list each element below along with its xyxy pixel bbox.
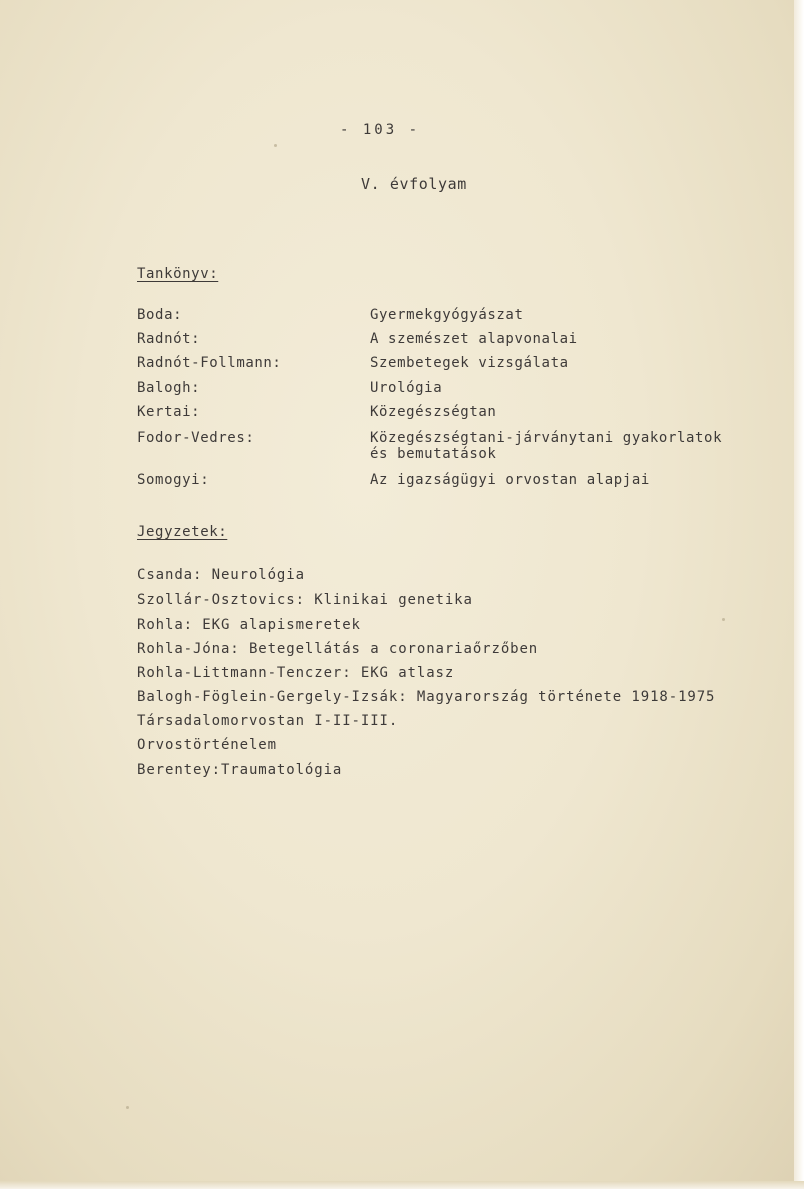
textbook-title-continuation: és bemutatások — [370, 446, 497, 462]
note-item: Rohla-Littmann-Tenczer: EKG atlasz — [137, 665, 455, 681]
note-item: Balogh-Föglein-Gergely-Izsák: Magyarország története 1918-1975 — [137, 689, 716, 705]
textbook-title: Közegészségtan — [370, 404, 497, 420]
note-item: Társadalomorvostan I-II-III. — [137, 713, 399, 729]
paper-speck — [126, 1106, 129, 1109]
textbook-author: Balogh: — [137, 380, 201, 396]
textbook-title: A szemészet alapvonalai — [370, 331, 578, 347]
page-title: V. évfolyam — [361, 175, 467, 193]
page-edge-bottom — [0, 1181, 804, 1189]
textbook-title: Urológia — [370, 380, 443, 396]
textbook-author: Somogyi: — [137, 472, 210, 488]
note-item: Szollár-Osztovics: Klinikai genetika — [137, 592, 473, 608]
textbook-title: Az igazságügyi orvostan alapjai — [370, 472, 650, 488]
note-item: Csanda: Neurológia — [137, 567, 305, 583]
page-number: - 103 - — [340, 122, 421, 138]
note-item: Rohla-Jóna: Betegellátás a coronariaőrzőben — [137, 641, 539, 657]
note-item: Berentey:Traumatológia — [137, 762, 343, 778]
textbook-title: Közegészségtani-járványtani gyakorlatok — [370, 430, 723, 446]
textbook-author: Fodor-Vedres: — [137, 430, 255, 446]
textbook-author: Radnót-Follmann: — [137, 355, 282, 371]
notes-heading: Jegyzetek: — [137, 524, 228, 540]
textbook-author: Radnót: — [137, 331, 201, 347]
textbooks-heading: Tankönyv: — [137, 266, 219, 282]
paper-speck — [274, 144, 277, 147]
page-edge-right — [794, 0, 804, 1189]
note-item: Orvostörténelem — [137, 737, 277, 753]
textbook-title: Szembetegek vizsgálata — [370, 355, 569, 371]
textbook-title: Gyermekgyógyászat — [370, 307, 524, 323]
textbook-author: Boda: — [137, 307, 183, 323]
note-item: Rohla: EKG alapismeretek — [137, 617, 361, 633]
paper-speck — [722, 618, 725, 621]
textbook-author: Kertai: — [137, 404, 201, 420]
